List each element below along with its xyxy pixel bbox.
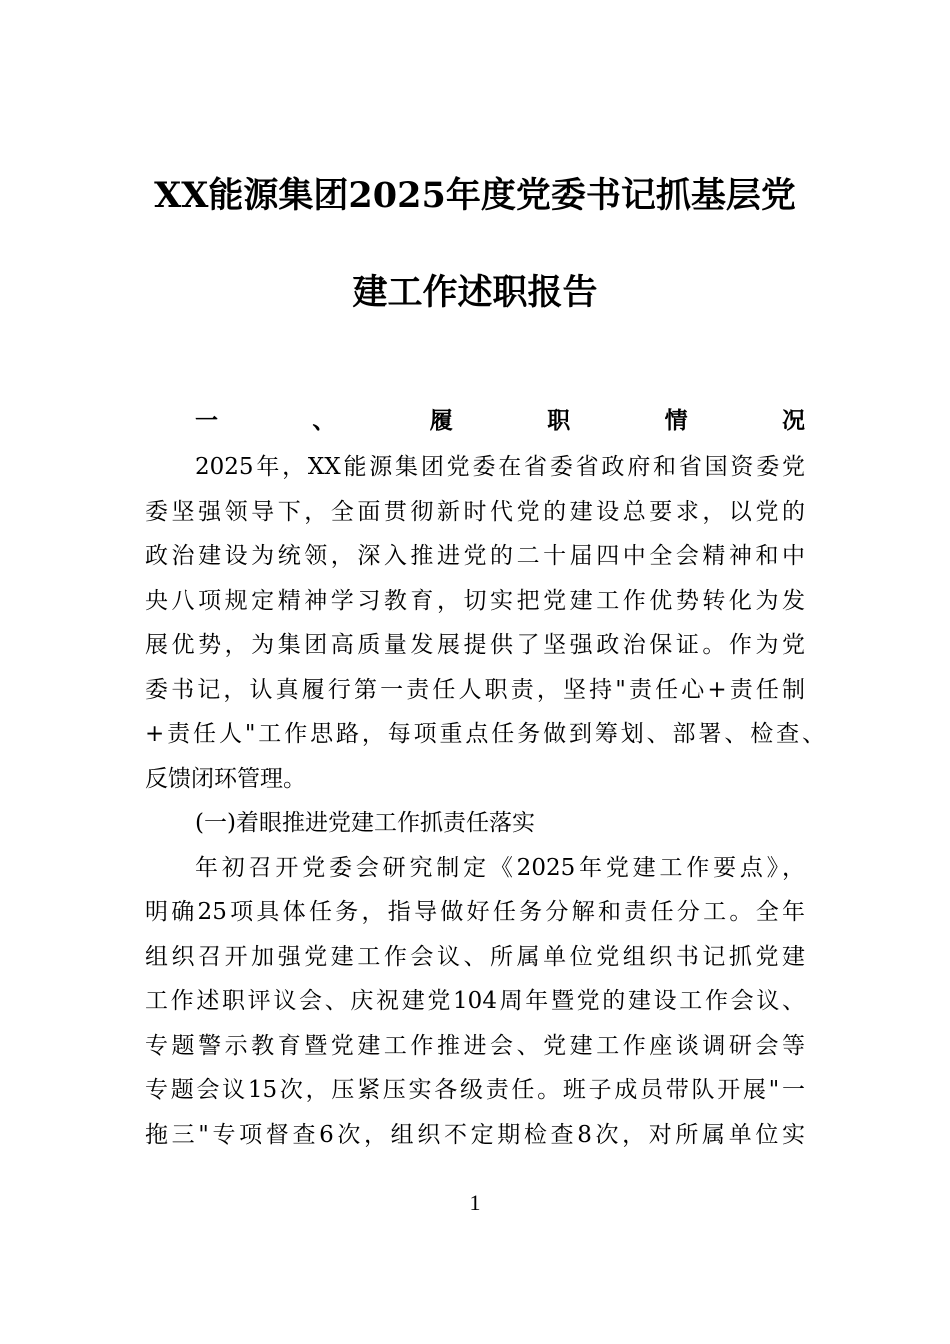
- section-heading: 一、履职情况: [195, 407, 805, 434]
- paragraph-line: 委书记，认真履行第一责任人职责，坚持"责任心+责任制: [145, 677, 805, 703]
- paragraph-line: 政治建设为统领，深入推进党的二十届四中全会精神和中: [145, 543, 805, 569]
- paragraph-line: 反馈闭环管理。: [145, 766, 306, 792]
- page-number: 1: [469, 1190, 481, 1215]
- paragraph-line: 委坚强领导下，全面贯彻新时代党的建设总要求，以党的: [145, 499, 805, 525]
- document-title-line-2: 建工作述职报告: [352, 272, 598, 313]
- paragraph-line: 专题警示教育暨党建工作推进会、党建工作座谈调研会等: [145, 1033, 805, 1059]
- document-title-line-1: XX能源集团2025年度党委书记抓基层党: [154, 175, 796, 216]
- paragraph-line: 央八项规定精神学习教育，切实把党建工作优势转化为发: [145, 588, 805, 614]
- paragraph-line: 拖三"专项督查6次，组织不定期检查8次，对所属单位实: [145, 1122, 805, 1148]
- subsection-heading: (一)着眼推进党建工作抓责任落实: [195, 810, 535, 836]
- paragraph-line: 2025年，XX能源集团党委在省委省政府和省国资委党: [195, 454, 805, 480]
- paragraph-line: 组织召开加强党建工作会议、所属单位党组织书记抓党建: [145, 944, 805, 970]
- paragraph-line: 展优势，为集团高质量发展提供了坚强政治保证。作为党: [145, 632, 805, 658]
- paragraph-line: 年初召开党委会研究制定《2025年党建工作要点》，: [195, 855, 805, 881]
- paragraph-line: 工作述职评议会、庆祝建党104周年暨党的建设工作会议、: [145, 988, 805, 1014]
- paragraph-line: +责任人"工作思路，每项重点任务做到筹划、部署、检查、: [145, 721, 825, 747]
- paragraph-line: 明确25项具体任务，指导做好任务分解和责任分工。全年: [145, 899, 805, 925]
- paragraph-line: 专题会议15次，压紧压实各级责任。班子成员带队开展"一: [145, 1077, 805, 1103]
